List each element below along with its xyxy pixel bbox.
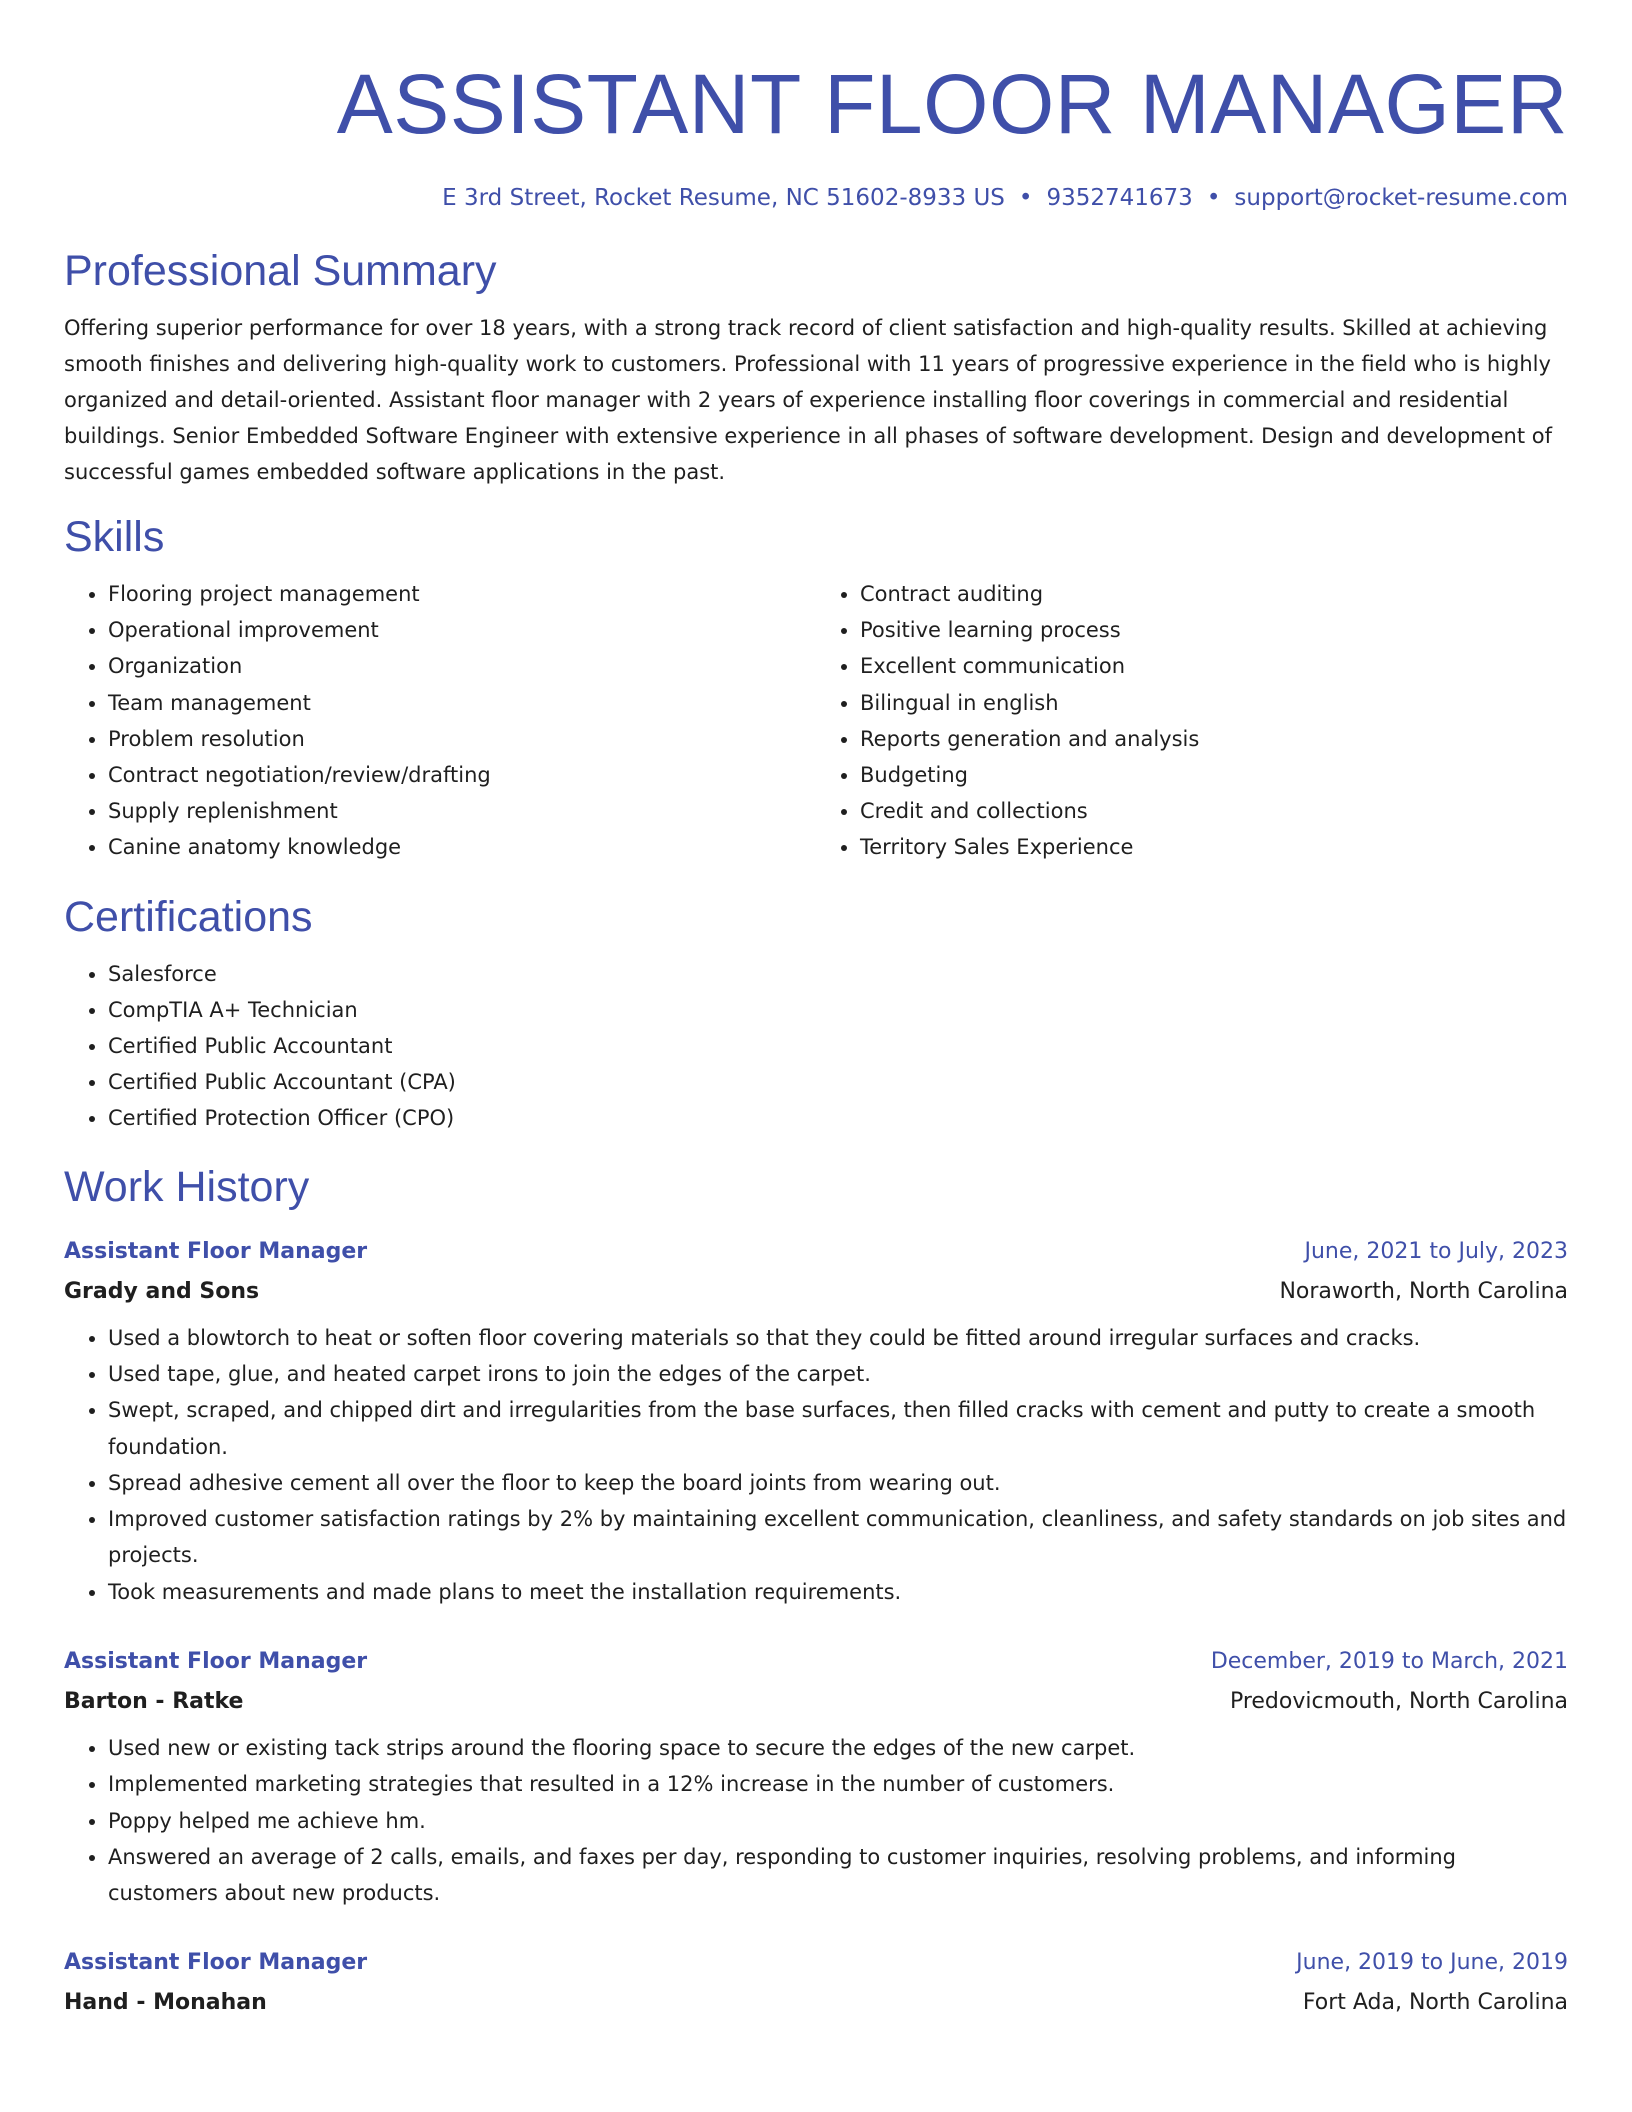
job-bullets xyxy=(64,1730,1568,1911)
job-bullet: • Implemented marketing strategies that resulted in a 12% increase in the number of customers. xyxy=(108,1766,1568,1802)
resume-header xyxy=(64,0,1568,214)
certification-item: • Certified Public Accountant xyxy=(108,1028,1568,1064)
job-entry xyxy=(64,1943,1568,2023)
skill-item: • Organization xyxy=(108,648,816,684)
skill-item: • Contract auditing xyxy=(860,576,1568,612)
job-dates: June, 2021 to July, 2023 xyxy=(1304,1238,1568,1264)
section-heading-work-history: Work History xyxy=(64,1162,310,1211)
resume-title: ASSISTANT FLOOR MANAGER xyxy=(336,57,1568,151)
skill-item: • Flooring project management xyxy=(108,576,816,612)
job-company: Grady and Sons xyxy=(64,1278,260,1304)
skill-item: • Supply replenishment xyxy=(108,793,816,829)
job-location: Fort Ada, North Carolina xyxy=(1302,1990,1568,2016)
job-bullet: • Used new or existing tack strips around the flooring space to secure the edges of the new carpet. xyxy=(108,1730,1568,1766)
job-bullet: • Improved customer satisfaction ratings by 2% by maintaining excellent communication, cleanliness, and safety standards on job sites and projects. xyxy=(108,1501,1568,1574)
job-bullets xyxy=(64,1320,1568,1610)
job-title-row xyxy=(64,1232,1568,1272)
section-heading-certifications: Certifications xyxy=(64,892,313,941)
skill-item: • Contract negotiation/review/drafting xyxy=(108,757,816,793)
job-dates: June, 2019 to June, 2019 xyxy=(1296,1950,1568,1976)
job-entry xyxy=(64,1232,1568,1610)
contact-line xyxy=(64,182,1568,214)
skills-section xyxy=(64,510,1568,866)
contact-separator: • xyxy=(1206,185,1221,211)
skills-columns xyxy=(64,576,1568,866)
certification-item: • CompTIA A+ Technician xyxy=(108,992,1568,1028)
job-entry xyxy=(64,1642,1568,1911)
work-history-section xyxy=(64,1160,1568,2024)
job-dates: December, 2019 to March, 2021 xyxy=(1210,1649,1568,1674)
skill-item: • Team management xyxy=(108,685,816,721)
job-location: Noraworth, North Carolina xyxy=(1279,1278,1568,1304)
job-company: Barton - Ratke xyxy=(64,1689,244,1714)
job-company-row xyxy=(64,1272,1568,1312)
summary-text: Offering superior performance for over 18 years, with a strong track record of client satisfaction and high-quality results. Skilled at achieving smooth finishes and delivering high-quality work to customers. Professional with 11 years of progressive experience in the field who is highly organized and detail-oriented. Assistant floor manager with 2 years of experience installing floor coverings in commercial and residential buildings. Senior Embedded Software Engineer with extensive experience in all phases of software development. Design and development of successful games embedded software applications in the past. xyxy=(64,316,1552,484)
job-title-row xyxy=(64,1943,1568,1983)
contact-separator: • xyxy=(1018,185,1033,211)
skill-item: • Bilingual in english xyxy=(860,685,1568,721)
skills-list-right xyxy=(816,576,1568,866)
skills-list-left xyxy=(64,576,816,866)
skill-item: • Operational improvement xyxy=(108,612,816,648)
skill-item: • Excellent communication xyxy=(860,648,1568,684)
contact-address: E 3rd Street, Rocket Resume, NC 51602-8933 US xyxy=(442,185,1005,211)
job-title-row xyxy=(64,1642,1568,1682)
summary-section xyxy=(64,244,1568,490)
job-bullet: • Poppy helped me achieve hm. xyxy=(108,1803,1568,1839)
section-heading-skills: Skills xyxy=(64,513,165,561)
job-company: Hand - Monahan xyxy=(64,1990,267,2016)
job-title: Assistant Floor Manager xyxy=(64,1950,368,1976)
certification-item: • Certified Protection Officer (CPO) xyxy=(108,1100,1568,1136)
job-bullet: • Took measurements and made plans to meet the installation requirements. xyxy=(108,1574,1568,1610)
skill-item: • Reports generation and analysis xyxy=(860,721,1568,757)
certifications-section xyxy=(64,890,1568,1136)
job-company-row xyxy=(64,1682,1568,1722)
job-bullet: • Spread adhesive cement all over the floor to keep the board joints from wearing out. xyxy=(108,1465,1568,1501)
skill-item: • Positive learning process xyxy=(860,612,1568,648)
job-bullet: • Swept, scraped, and chipped dirt and irregularities from the base surfaces, then filled cracks with cement and putty to create a smooth foundation. xyxy=(108,1392,1568,1465)
job-company-row xyxy=(64,1983,1568,2023)
skill-item: • Credit and collections xyxy=(860,793,1568,829)
contact-phone: 9352741673 xyxy=(1046,185,1193,211)
job-title: Assistant Floor Manager xyxy=(64,1238,368,1264)
job-title: Assistant Floor Manager xyxy=(64,1649,368,1674)
skill-item: • Territory Sales Experience xyxy=(860,829,1568,865)
skill-item: • Budgeting xyxy=(860,757,1568,793)
job-bullet: • Answered an average of 2 calls, emails, and faxes per day, responding to customer inquiries, resolving problems, and informing customers about new products. xyxy=(108,1839,1568,1912)
skill-item: • Problem resolution xyxy=(108,721,816,757)
job-bullet: • Used a blowtorch to heat or soften floor covering materials so that they could be fitted around irregular surfaces and cracks. xyxy=(108,1320,1568,1356)
section-heading-summary: Professional Summary xyxy=(64,247,497,295)
job-bullet: • Used tape, glue, and heated carpet irons to join the edges of the carpet. xyxy=(108,1356,1568,1392)
skill-item: • Canine anatomy knowledge xyxy=(108,829,816,865)
certification-item: • Salesforce xyxy=(108,956,1568,992)
certifications-list xyxy=(64,956,1568,1136)
job-location: Predovicmouth, North Carolina xyxy=(1229,1689,1568,1714)
certification-item: • Certified Public Accountant (CPA) xyxy=(108,1064,1568,1100)
contact-email[interactable]: support@rocket-resume.com xyxy=(1234,185,1568,211)
